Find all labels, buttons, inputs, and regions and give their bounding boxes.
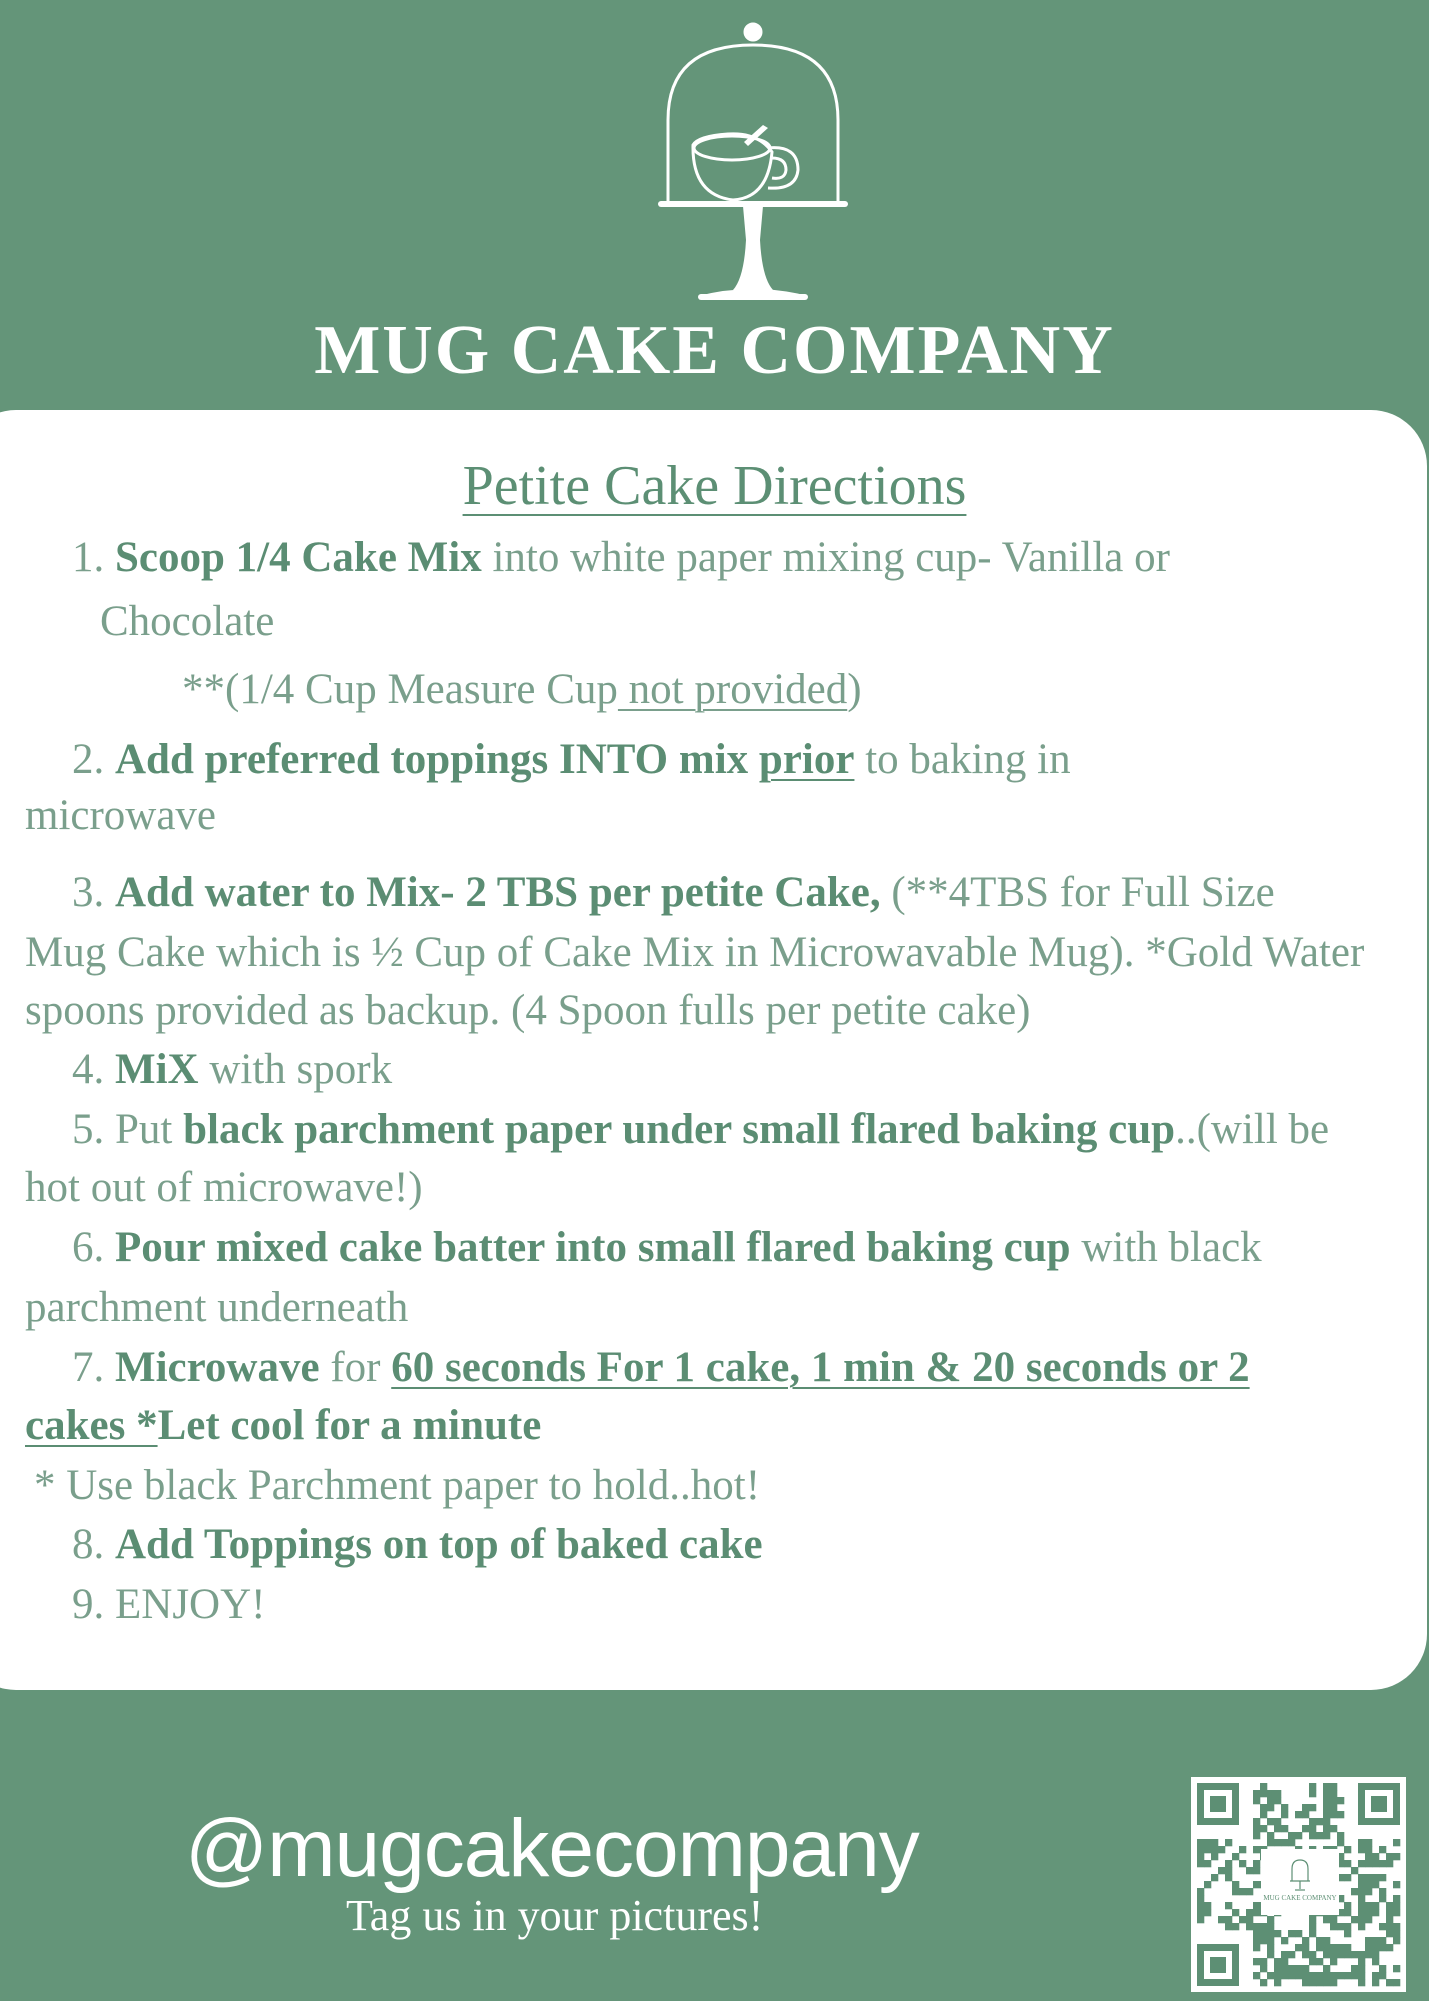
step-7-note: * Use black Parchment paper to hold..hot! — [34, 1462, 761, 1509]
step-3-continuation-1: Mug Cake which is ½ Cup of Cake Mix in Microwavable Mug). *Gold Water — [25, 929, 1365, 976]
brand-name: MUG CAKE COMPANY — [314, 312, 1115, 389]
step-9: 9. ENJOY! — [72, 1581, 266, 1628]
step-7: 7. Microwave for 60 seconds For 1 cake, 1 min & 20 seconds or 2 — [72, 1344, 1250, 1391]
card-title: Petite Cake Directions — [462, 455, 967, 517]
step-7-continuation: cakes *Let cool for a minute — [25, 1402, 542, 1449]
step-5-continuation: hot out of microwave!) — [25, 1164, 423, 1211]
step-8: 8. Add Toppings on top of baked cake — [72, 1521, 763, 1568]
qr-caption: MUG CAKE COMPANY — [1263, 1894, 1337, 1902]
step-3: 3. Add water to Mix- 2 TBS per petite Cake, (**4TBS for Full Size — [72, 869, 1275, 916]
step-1: 1. Scoop 1/4 Cake Mix into white paper mixing cup- Vanilla or — [72, 534, 1170, 581]
tagline: Tag us in your pictures! — [346, 1891, 764, 1940]
step-1-continuation: Chocolate — [100, 598, 275, 645]
step-2: 2. Add preferred toppings INTO mix prior to baking in — [72, 736, 1071, 783]
step-3-continuation-2: spoons provided as backup. (4 Spoon fulls per petite cake) — [25, 987, 1031, 1034]
cake-dome-logo-icon — [648, 20, 858, 310]
qr-code[interactable] — [1191, 1777, 1406, 1992]
step-2-continuation: microwave — [25, 792, 217, 839]
step-4: 4. MiX with spork — [72, 1046, 393, 1093]
step-5: 5. Put black parchment paper under small flared baking cup..(will be — [72, 1106, 1330, 1153]
step-6-continuation: parchment underneath — [25, 1284, 409, 1331]
social-handle: @mugcakecompany — [185, 1803, 919, 1894]
step-1-note: **(1/4 Cup Measure Cup not provided) — [182, 666, 862, 713]
step-6: 6. Pour mixed cake batter into small flared baking cup with black — [72, 1224, 1262, 1271]
